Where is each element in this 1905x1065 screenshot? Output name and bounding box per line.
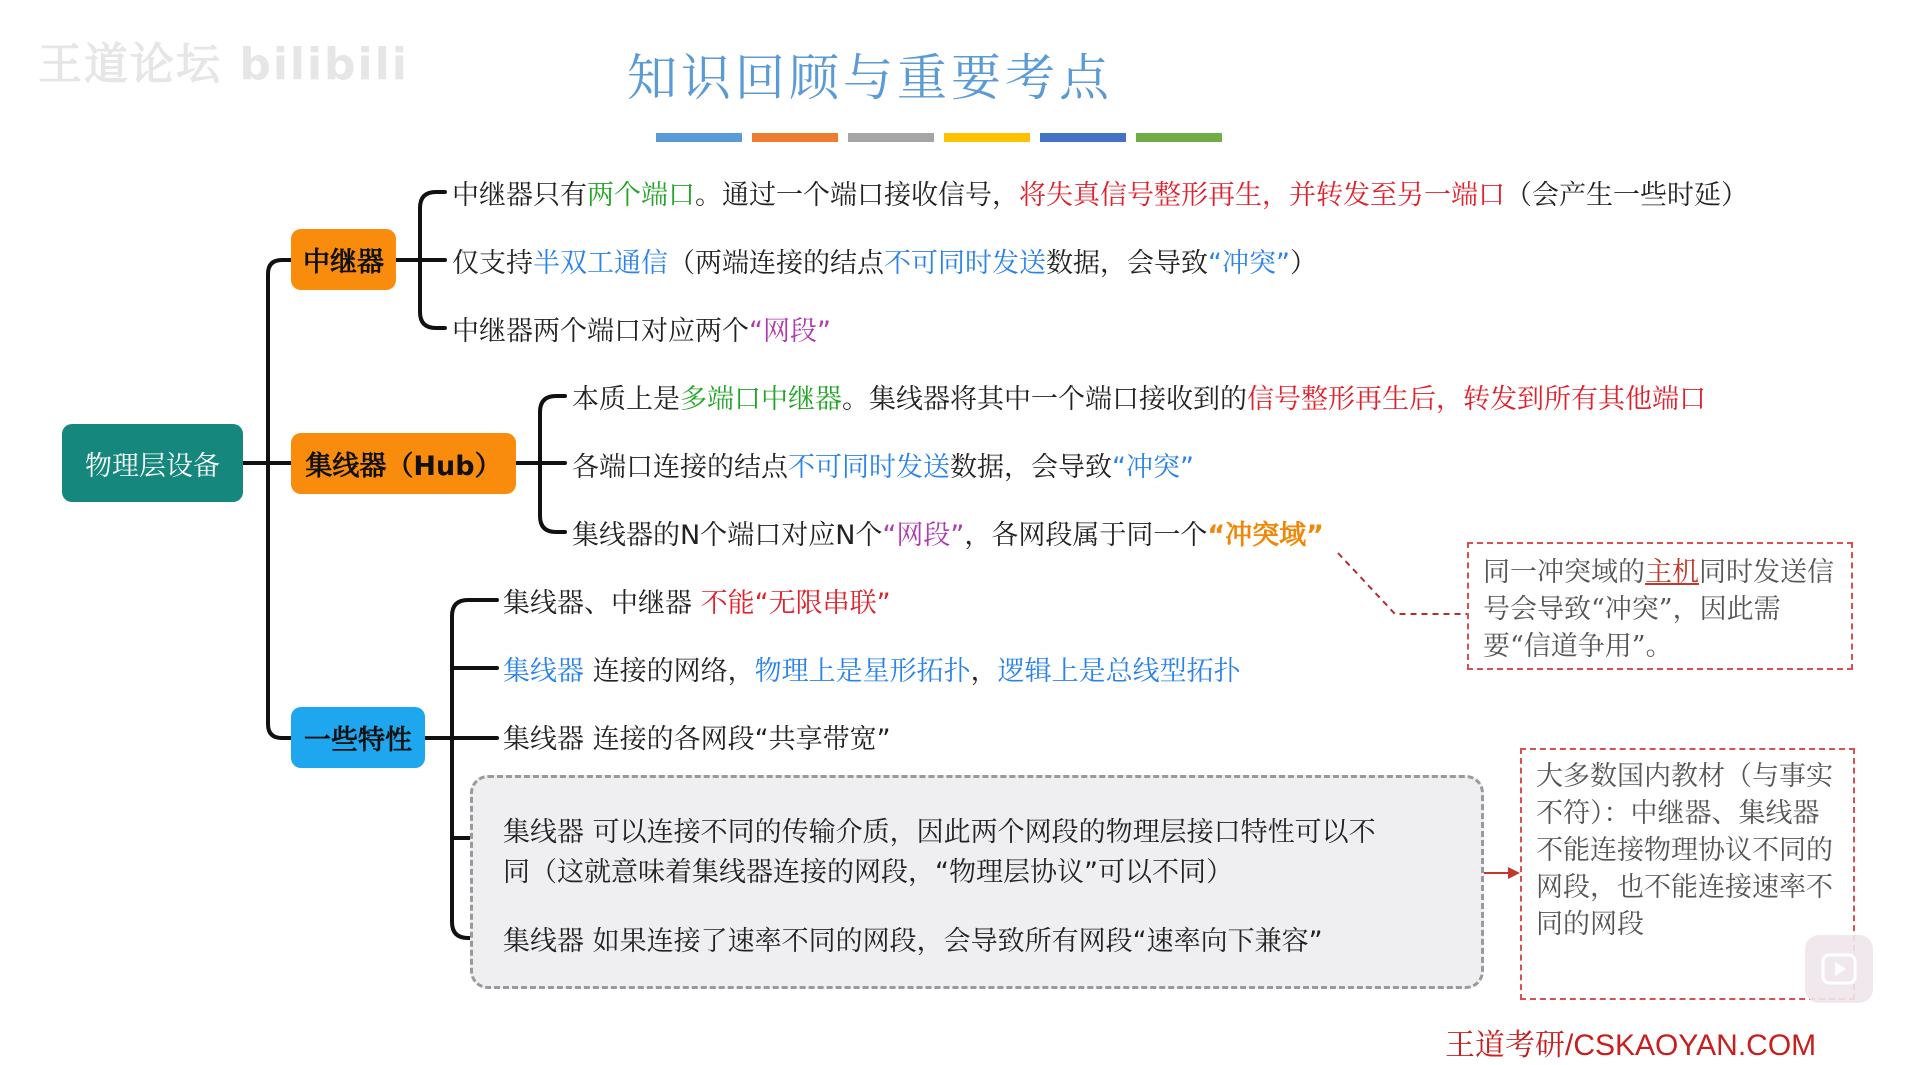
feature-item-rate-compat: 集线器 如果连接了速率不同的网段，会导致所有网段“速率向下兼容” (503, 926, 1323, 957)
bilibili-watermark: 王道论坛 bilibili (38, 39, 409, 90)
hub-item-collision-domain: 集线器的N个端口对应N个“网段”，各网段属于同一个“冲突域” (572, 520, 1324, 551)
feature-item-media-line2: 同（这就意味着集线器连接的网段，“物理层协议”可以不同） (503, 857, 1233, 888)
hub-item-collision: 各端口连接的结点不可同时发送数据，会导致“冲突” (572, 452, 1194, 483)
feature-item-no-infinite-cascade: 集线器、中继器 不能“无限串联” (503, 588, 891, 619)
play-button[interactable] (1805, 935, 1873, 1003)
footer-brand: 王道考研/CSKAOYAN.COM (1445, 1029, 1817, 1062)
repeater-item-segments: 中继器两个端口对应两个“网段” (452, 316, 831, 347)
node-repeater[interactable]: 中继器 (291, 229, 396, 290)
feature-item-shared-bandwidth: 集线器 连接的各网段“共享带宽” (503, 724, 891, 755)
node-features[interactable]: 一些特性 (291, 707, 425, 768)
hub-item-multiport: 本质上是多端口中继器。集线器将其中一个端口接收到的信号整形再生后，转发到所有其他端口 (572, 384, 1706, 415)
node-hub[interactable]: 集线器（Hub） (291, 433, 516, 494)
page-title: 知识回顾与重要考点 (627, 49, 1113, 107)
repeater-item-ports: 中继器只有两个端口。通过一个端口接收信号，将失真信号整形再生，并转发至另一端口（会产生一些时延） (452, 180, 1748, 211)
feature-item-media-line1: 集线器 可以连接不同的传输介质，因此两个网段的物理层接口特性可以不 (503, 817, 1376, 848)
root-node-physical-layer-devices[interactable]: 物理层设备 (62, 424, 243, 502)
note-collision-domain: 同一冲突域的主机同时发送信号会导致“冲突”，因此需要“信道争用”。 (1467, 542, 1853, 670)
feature-item-topology: 集线器 连接的网络，物理上是星形拓扑，逻辑上是总线型拓扑 (503, 656, 1241, 687)
repeater-item-half-duplex: 仅支持半双工通信（两端连接的结点不可同时发送数据，会导致“冲突”） (452, 248, 1317, 279)
play-icon (1819, 949, 1859, 989)
note-domestic-textbooks: 大多数国内教材（与事实不符）：中继器、集线器不能连接物理协议不同的网段，也不能连接速率不同的网段 (1520, 748, 1855, 1000)
